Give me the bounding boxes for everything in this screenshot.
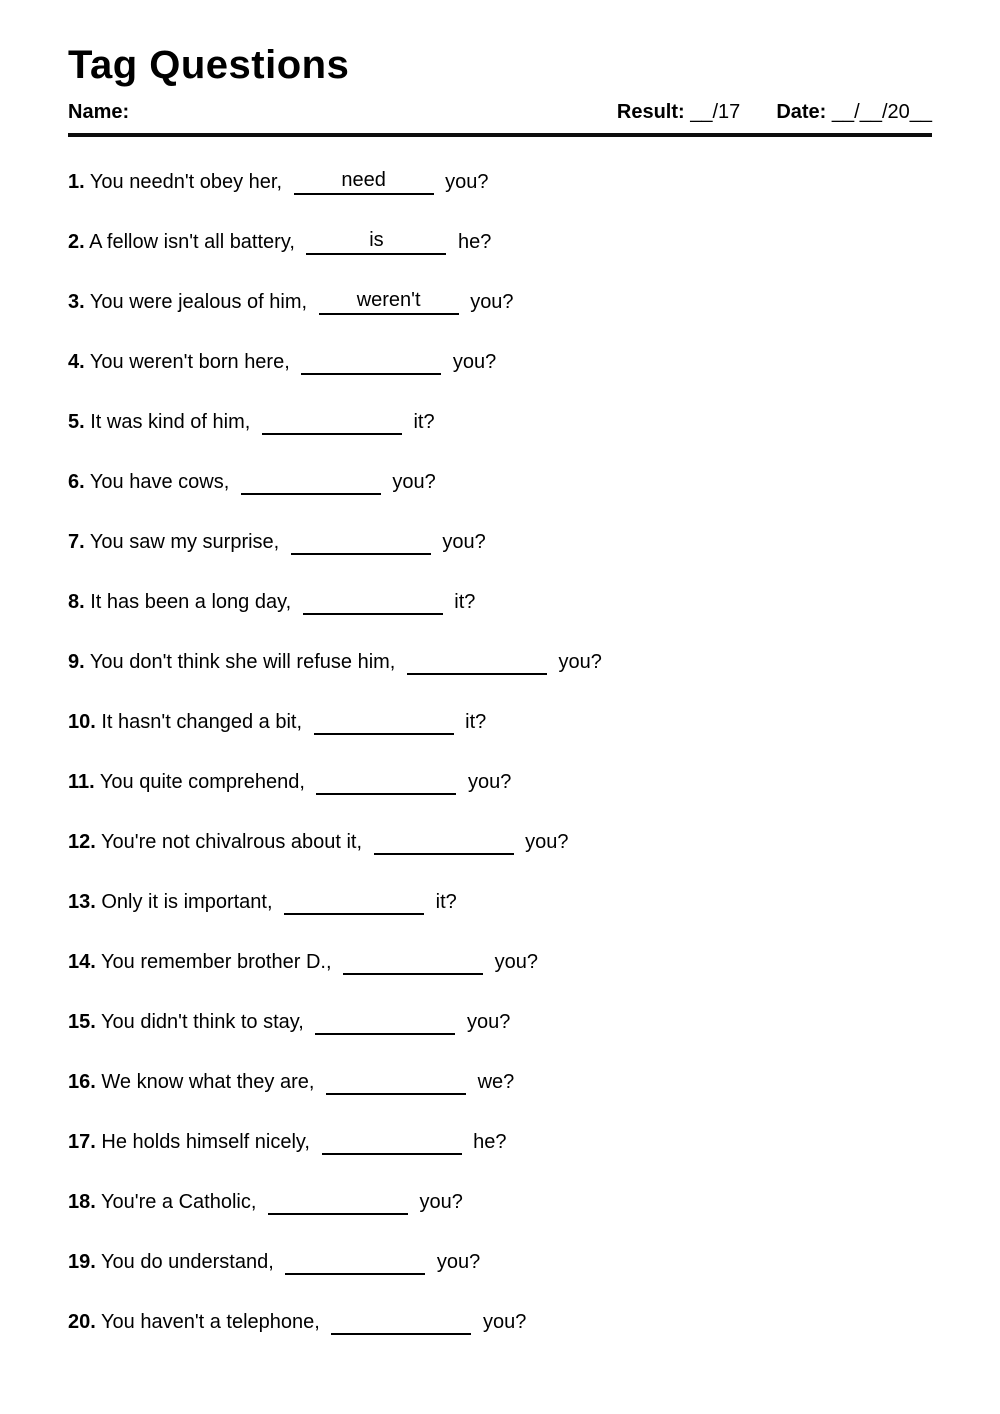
answer-blank bbox=[294, 169, 434, 195]
question-row-9 bbox=[68, 650, 932, 675]
question-number: 18. bbox=[68, 1191, 96, 1213]
page-title: Tag Questions bbox=[68, 43, 350, 87]
question-row-4 bbox=[68, 350, 932, 375]
answer-blank bbox=[306, 229, 446, 255]
question-tail: you? bbox=[419, 1191, 463, 1213]
question-tail: you? bbox=[494, 951, 538, 973]
question-row-5 bbox=[68, 410, 932, 435]
question-text: You remember brother D., bbox=[101, 951, 332, 973]
question-text: He holds himself nicely, bbox=[101, 1131, 310, 1153]
result-value: __/17 bbox=[690, 101, 741, 123]
answer-blank bbox=[268, 1193, 408, 1215]
question-row-2 bbox=[68, 230, 932, 255]
answer-blank bbox=[285, 1253, 425, 1275]
question-list bbox=[68, 170, 932, 1335]
question-text: You haven't a telephone, bbox=[101, 1311, 320, 1333]
question-number: 8. bbox=[68, 591, 85, 613]
question-tail: you? bbox=[558, 651, 602, 673]
question-row-10 bbox=[68, 710, 932, 735]
question-row-8 bbox=[68, 590, 932, 615]
question-row-20 bbox=[68, 1310, 932, 1335]
question-text: You have cows, bbox=[89, 471, 230, 493]
question-tail: you? bbox=[442, 531, 486, 553]
answer-blank bbox=[316, 773, 456, 795]
question-tail: you? bbox=[525, 831, 569, 853]
question-tail: you? bbox=[466, 1011, 511, 1033]
answer-blank bbox=[326, 1073, 466, 1095]
question-row-14 bbox=[68, 950, 932, 975]
question-tail: he? bbox=[473, 1131, 507, 1153]
question-row-1 bbox=[68, 170, 932, 195]
date-label: Date: bbox=[776, 101, 827, 123]
answer-blank bbox=[301, 353, 441, 375]
question-number: 5. bbox=[68, 411, 85, 433]
question-tail: it? bbox=[465, 711, 487, 733]
question-number: 1. bbox=[68, 171, 85, 193]
question-tail: it? bbox=[413, 411, 435, 433]
question-number: 14. bbox=[68, 951, 96, 973]
result-field bbox=[617, 100, 740, 124]
question-number: 11. bbox=[68, 771, 95, 793]
question-row-15 bbox=[68, 1010, 932, 1035]
question-row-18 bbox=[68, 1190, 932, 1215]
answer-blank bbox=[331, 1313, 471, 1335]
question-text: It hasn't changed a bit, bbox=[101, 711, 302, 733]
answer-blank bbox=[315, 1013, 455, 1035]
question-row-3 bbox=[68, 290, 932, 315]
question-number: 4. bbox=[68, 351, 85, 373]
question-number: 20. bbox=[68, 1311, 96, 1333]
question-text: It has been a long day, bbox=[90, 591, 292, 613]
question-number: 17. bbox=[68, 1131, 96, 1153]
question-tail: it? bbox=[435, 891, 457, 913]
answer-blank bbox=[303, 593, 443, 615]
question-text: A fellow isn't all battery, bbox=[89, 231, 295, 253]
question-text: You quite comprehend, bbox=[99, 771, 305, 793]
answer-blank bbox=[284, 893, 424, 915]
question-tail: you? bbox=[436, 1251, 481, 1273]
question-number: 19. bbox=[68, 1251, 96, 1273]
question-text: You do understand, bbox=[101, 1251, 274, 1273]
question-number: 15. bbox=[68, 1011, 96, 1033]
answer-blank bbox=[322, 1133, 462, 1155]
question-text: You needn't obey her, bbox=[89, 171, 283, 193]
question-text: We know what they are, bbox=[101, 1071, 315, 1093]
result-label: Result: bbox=[616, 101, 685, 123]
answer-blank bbox=[343, 953, 483, 975]
answer-blank bbox=[314, 713, 454, 735]
question-number: 7. bbox=[68, 531, 85, 553]
question-text: You didn't think to stay, bbox=[101, 1011, 304, 1033]
question-text: You saw my surprise, bbox=[89, 531, 280, 553]
question-tail: you? bbox=[445, 171, 489, 193]
date-field bbox=[776, 100, 932, 124]
question-tail: we? bbox=[477, 1071, 515, 1093]
answer-blank bbox=[262, 413, 402, 435]
question-tail: you? bbox=[392, 471, 436, 493]
question-number: 12. bbox=[68, 831, 96, 853]
answer-blank bbox=[291, 533, 431, 555]
answer-text: need bbox=[341, 169, 386, 191]
question-row-7 bbox=[68, 530, 932, 555]
header-meta-right bbox=[617, 100, 932, 124]
question-text: You weren't born here, bbox=[89, 351, 290, 373]
question-text: You're a Catholic, bbox=[101, 1191, 257, 1213]
answer-blank bbox=[241, 473, 381, 495]
answer-blank bbox=[407, 653, 547, 675]
question-tail: you? bbox=[482, 1311, 527, 1333]
question-text: You're not chivalrous about it, bbox=[101, 831, 363, 853]
question-row-13 bbox=[68, 890, 932, 915]
question-text: You don't think she will refuse him, bbox=[89, 651, 396, 673]
answer-text: weren't bbox=[356, 289, 421, 311]
question-number: 9. bbox=[68, 651, 85, 673]
question-row-12 bbox=[68, 830, 932, 855]
question-number: 16. bbox=[68, 1071, 96, 1093]
question-tail: you? bbox=[452, 351, 497, 373]
header-meta-row bbox=[68, 100, 932, 137]
question-row-6 bbox=[68, 470, 932, 495]
question-number: 2. bbox=[68, 231, 85, 253]
question-number: 13. bbox=[68, 891, 96, 913]
answer-blank bbox=[374, 833, 514, 855]
question-text: Only it is important, bbox=[101, 891, 273, 913]
question-row-16 bbox=[68, 1070, 932, 1095]
question-number: 6. bbox=[68, 471, 85, 493]
date-value: __/__/20__ bbox=[831, 101, 932, 123]
answer-blank bbox=[319, 289, 459, 315]
name-label: Name: bbox=[68, 101, 130, 123]
question-text: It was kind of him, bbox=[90, 411, 251, 433]
question-row-11 bbox=[68, 770, 932, 795]
question-tail: you? bbox=[470, 291, 514, 313]
question-tail: it? bbox=[454, 591, 476, 613]
question-number: 3. bbox=[68, 291, 85, 313]
question-text: You were jealous of him, bbox=[89, 291, 308, 313]
question-row-19 bbox=[68, 1250, 932, 1275]
question-number: 10. bbox=[68, 711, 96, 733]
question-row-17 bbox=[68, 1130, 932, 1155]
question-tail: you? bbox=[468, 771, 512, 793]
answer-text: is bbox=[369, 229, 384, 251]
question-tail: he? bbox=[458, 231, 492, 253]
